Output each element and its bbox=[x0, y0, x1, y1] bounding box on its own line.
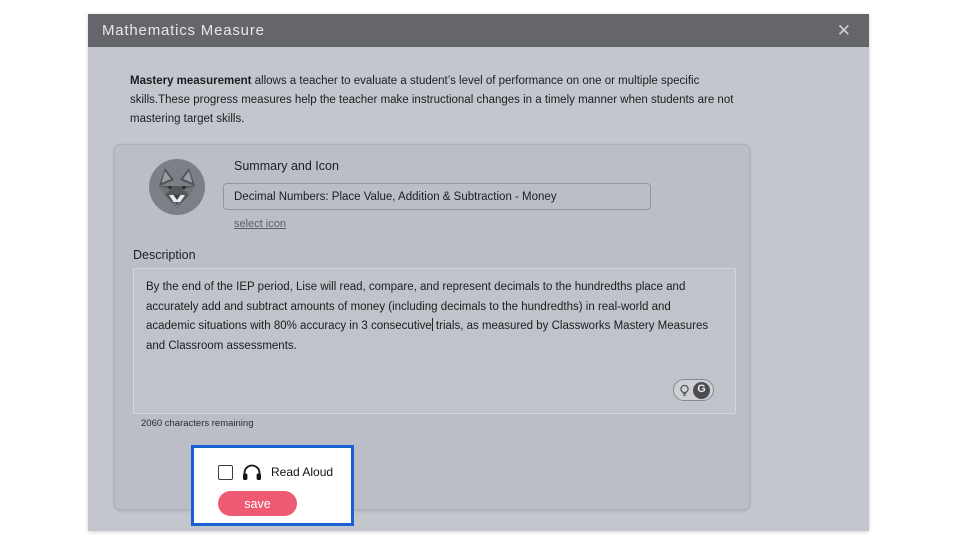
read-aloud-checkbox[interactable] bbox=[218, 465, 233, 480]
characters-remaining: 2060 characters remaining bbox=[141, 418, 254, 429]
save-button[interactable]: save bbox=[218, 491, 297, 516]
intro-bold-text: Mastery measurement bbox=[130, 75, 252, 87]
close-icon[interactable]: ✕ bbox=[836, 21, 851, 40]
headphones-icon bbox=[240, 460, 264, 484]
read-aloud-row bbox=[218, 460, 333, 484]
grammarly-icon[interactable]: G bbox=[693, 382, 710, 399]
writing-assistant-widget[interactable] bbox=[673, 379, 714, 401]
lightbulb-icon[interactable] bbox=[677, 383, 692, 398]
description-textarea[interactable] bbox=[133, 268, 736, 414]
summary-and-icon-label: Summary and Icon bbox=[234, 159, 339, 173]
intro-paragraph bbox=[130, 72, 755, 129]
mathematics-measure-modal bbox=[88, 14, 869, 531]
description-label: Description bbox=[133, 248, 196, 262]
modal-title: Mathematics Measure bbox=[102, 22, 265, 39]
read-aloud-save-highlight bbox=[191, 445, 354, 526]
modal-header bbox=[88, 14, 869, 47]
description-text-before-caret: By the end of the IEP period, Lise will read, compare, and represent decimals to the hundredths place and accurately add and subtract amounts of money (including decimals to the hundredths) in real-world and academic situations with 80% accuracy in 3 consecutive bbox=[146, 281, 686, 332]
select-icon-link[interactable]: select icon bbox=[234, 218, 286, 230]
fox-avatar-icon bbox=[149, 159, 205, 215]
description-text-after-caret: trials, as measured by Classworks Mastery Measures and Classroom assessments. bbox=[146, 320, 709, 352]
intro-text: allows a teacher to evaluate a student’s level of performance on one or multiple specific skills.These progress measures help the teacher make instructional changes in a timely manner when students are not mastering target skills. bbox=[130, 75, 734, 125]
summary-input[interactable] bbox=[223, 183, 651, 210]
read-aloud-label: Read Aloud bbox=[271, 465, 334, 479]
